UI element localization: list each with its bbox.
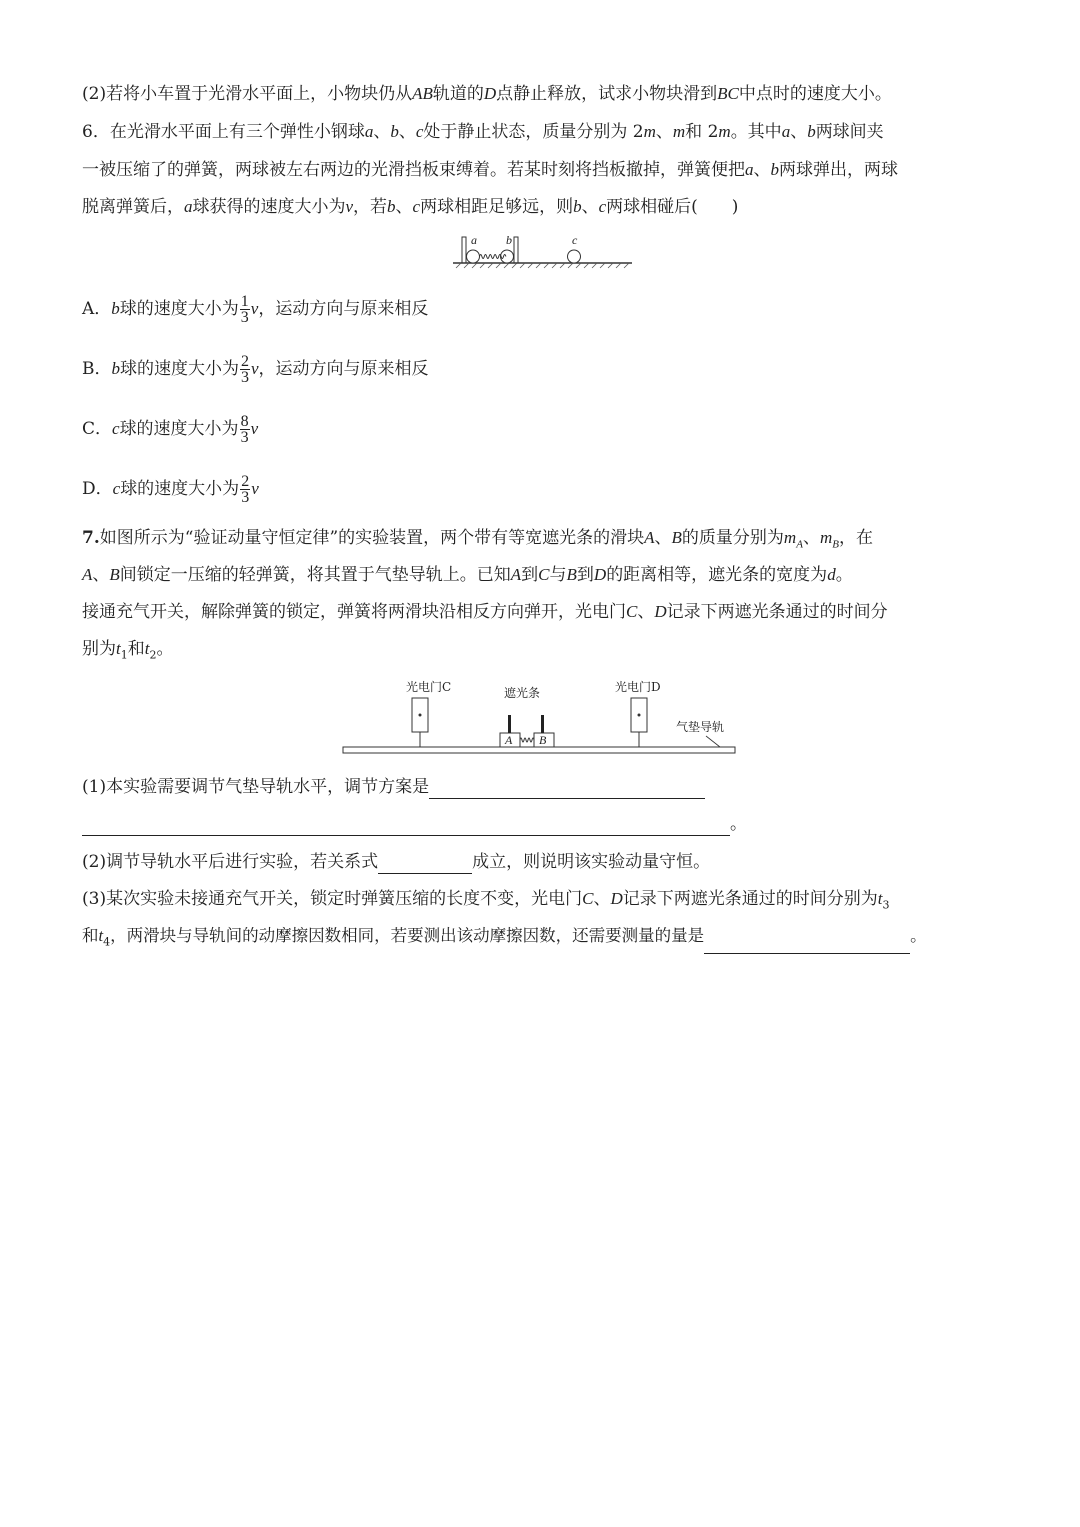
q6-text: 处于静止状态，质量分别为 2 xyxy=(423,122,644,142)
gate-d-label: 光电门D xyxy=(615,680,661,694)
option-fraction xyxy=(240,414,250,445)
q6-sep: 、 xyxy=(790,122,808,142)
q7-text: 与 xyxy=(549,565,567,585)
q5-var-ab: AB xyxy=(412,84,433,103)
q7-part1-line-1 xyxy=(82,775,705,799)
q7-part3-text: ，两滑块与导轨间的动摩擦因数相同，若要测出该动摩擦因数，还需要测量的量是 xyxy=(110,926,705,945)
q7-sub-2: 2 xyxy=(149,648,157,662)
q6-text: 两球相碰后( ) xyxy=(606,197,739,217)
q7-sep: 、 xyxy=(593,889,611,909)
q7-sep: 、 xyxy=(92,565,110,585)
q7-part3-line-2 xyxy=(82,924,927,954)
q6-var-b: b xyxy=(387,197,396,216)
q7-part1-answer-blank[interactable] xyxy=(429,780,705,799)
q6-var-m: m xyxy=(718,122,731,141)
q7-part1-text: (1)本实验需要调节气垫导轨水平，调节方案是 xyxy=(82,777,430,797)
q6-sep: 、 xyxy=(655,122,673,142)
q7-var-t: t xyxy=(98,926,104,945)
option-key: C． xyxy=(82,419,113,439)
q7-sep: 、 xyxy=(654,528,672,548)
option-var: v xyxy=(250,299,259,318)
block-a-label: A xyxy=(505,733,513,747)
q7-var-m: m xyxy=(783,528,797,547)
option-var: v xyxy=(251,479,259,498)
q5-var-bc: BC xyxy=(717,84,739,103)
q6-sep: 、 xyxy=(753,160,771,180)
q7-var-b: B xyxy=(109,565,120,584)
q7-var-a: A xyxy=(510,565,522,584)
q6-option-c xyxy=(82,412,258,446)
q7-var-b: B xyxy=(671,528,682,547)
option-ball: b xyxy=(111,359,120,378)
q7-text: 接通充气开关，解除弹簧的锁定，弹簧将两滑块沿相反方向弹开，光电门 xyxy=(82,602,626,622)
q6-text: ，若 xyxy=(353,197,388,217)
q6-var-a: a xyxy=(781,122,791,141)
q6-var-b: b xyxy=(390,122,399,141)
q7-var-d: D xyxy=(654,602,667,621)
q6-var-a: a xyxy=(184,197,193,216)
option-text: 球的速度大小为 xyxy=(119,419,239,439)
fraction-denominator: 3 xyxy=(241,369,249,386)
fraction-numerator: 8 xyxy=(240,413,249,430)
q7-sub-3: 3 xyxy=(882,898,890,912)
q7-sub-4: 4 xyxy=(103,935,111,949)
q7-text: 的距离相等，遮光条的宽度为 xyxy=(606,565,828,585)
q7-var-d: D xyxy=(610,889,623,908)
q7-var-a: A xyxy=(644,528,655,547)
q6-text: 6．在光滑水平面上有三个弹性小钢球 xyxy=(82,122,365,142)
q7-part3-text: (3)某次实验未接通充气开关，锁定时弹簧压缩的长度不变，光电门 xyxy=(82,889,583,909)
q7-line-1 xyxy=(82,526,873,556)
option-fraction xyxy=(240,474,250,505)
option-fraction xyxy=(240,294,250,325)
option-text: 球的速度大小为 xyxy=(119,299,239,319)
fraction-denominator: 3 xyxy=(240,309,249,326)
q6-sep: 、 xyxy=(398,122,416,142)
option-text: ，运动方向与原来相反 xyxy=(258,299,429,319)
q7-part3-end: 。 xyxy=(910,926,927,945)
q6-label-a: a xyxy=(471,233,477,247)
q7-text: 别为 xyxy=(82,639,116,659)
q5-text-2: 轨道的 xyxy=(432,84,484,104)
q7-var-b: B xyxy=(566,565,577,584)
q7-text: 如图所示为“验证动量守恒定律”的实验装置，两个带有等宽遮光条的滑块 xyxy=(99,528,645,548)
q6-var-c: c xyxy=(598,197,607,216)
q6-sep: 、 xyxy=(395,197,413,217)
q7-sub-b: B xyxy=(832,538,839,551)
q7-number: 7. xyxy=(82,528,100,548)
q7-var-a: A xyxy=(82,565,93,584)
q7-sep: 、 xyxy=(802,528,820,548)
q7-var-t: t xyxy=(144,639,150,658)
q7-part1-line-2 xyxy=(82,812,747,836)
gate-c-label: 光电门C xyxy=(406,680,452,694)
option-ball: c xyxy=(112,419,120,438)
fraction-denominator: 3 xyxy=(241,489,250,506)
q6-var-m: m xyxy=(672,122,686,141)
q5-var-d: D xyxy=(483,84,497,103)
q6-var-b: b xyxy=(807,122,816,141)
option-var: v xyxy=(251,359,259,378)
q7-text: ，在 xyxy=(838,528,873,548)
q7-part1-answer-blank-2[interactable] xyxy=(82,817,730,836)
q7-sub-1: 1 xyxy=(120,648,128,662)
q6-line-2 xyxy=(82,158,898,182)
option-ball: c xyxy=(112,479,121,498)
q7-part3-text: 和 xyxy=(82,926,99,945)
q7-text: 到 xyxy=(576,565,594,585)
q6-var-m: m xyxy=(643,122,656,141)
q6-line-1 xyxy=(82,120,884,144)
fraction-numerator: 2 xyxy=(241,473,250,490)
rail-label: 气垫导轨 xyxy=(676,720,725,734)
q7-part2-text: (2)调节导轨水平后进行实验，若关系式 xyxy=(82,852,379,872)
q7-var-m: m xyxy=(819,528,833,547)
option-text: 球的速度大小为 xyxy=(120,359,239,379)
fraction-numerator: 1 xyxy=(240,293,249,310)
q7-var-t: t xyxy=(116,639,121,658)
q6-line-3 xyxy=(82,195,738,219)
option-key: B． xyxy=(82,359,112,379)
q6-text: 。其中 xyxy=(730,122,782,142)
block-b-label: B xyxy=(539,733,547,747)
q6-text: 两球间夹 xyxy=(815,122,884,142)
q6-text: 和 2 xyxy=(685,122,719,142)
q7-var-width: d xyxy=(827,565,836,584)
q7-part2-line xyxy=(82,850,710,874)
fraction-denominator: 3 xyxy=(240,429,249,446)
q7-part1-end: 。 xyxy=(730,814,747,834)
q6-text: 两球弹出，两球 xyxy=(779,160,898,180)
shade-strip-label: 遮光条 xyxy=(504,686,541,700)
q7-var-d: D xyxy=(593,565,607,584)
q6-var-c: c xyxy=(412,197,421,216)
q5-text-3: 点静止释放，试求小物块滑到 xyxy=(496,84,718,104)
q6-text: 一被压缩了的弹簧，两球被左右两边的光滑挡板束缚着。若某时刻将挡板撤掉，弹簧便把 xyxy=(82,160,745,180)
option-var: v xyxy=(250,419,259,438)
q7-line-4 xyxy=(82,637,173,667)
q7-text: 记录下两遮光条通过的时间分 xyxy=(666,602,888,622)
q7-var-t: t xyxy=(877,889,883,908)
q6-var-a: a xyxy=(745,160,754,179)
q7-var-c: C xyxy=(582,889,594,908)
q6-option-b xyxy=(82,352,429,386)
q6-var-a: a xyxy=(364,122,374,141)
q7-part2-text: 成立，则说明该实验动量守恒。 xyxy=(472,852,711,872)
q6-text: 脱离弹簧后， xyxy=(82,197,184,217)
q7-text: 。 xyxy=(835,565,853,585)
q7-text: 的质量分别为 xyxy=(681,528,784,548)
option-key: D． xyxy=(82,479,113,499)
q6-text: 球获得的速度大小为 xyxy=(192,197,346,217)
q6-figure-drawing xyxy=(450,232,635,272)
q6-sep: 、 xyxy=(373,122,391,142)
q6-var-v: v xyxy=(345,197,354,216)
q6-figure xyxy=(450,232,635,272)
q6-label-c: c xyxy=(572,233,578,247)
option-text: ，运动方向与原来相反 xyxy=(258,359,429,379)
q7-part3-line-1 xyxy=(82,887,889,917)
q7-line-2 xyxy=(82,563,853,587)
q6-text: 两球相距足够远，则 xyxy=(420,197,574,217)
q6-option-a xyxy=(82,292,428,326)
q7-part3-answer-blank[interactable] xyxy=(704,935,910,954)
q7-text: 到 xyxy=(521,565,539,585)
option-key: A． xyxy=(82,299,112,319)
q6-sep: 、 xyxy=(581,197,599,217)
q7-sub-a: A xyxy=(796,538,803,551)
q7-text: 和 xyxy=(127,639,145,659)
q7-part3-text: 记录下两遮光条通过的时间分别为 xyxy=(622,889,878,909)
q7-figure xyxy=(340,676,740,756)
q7-line-3 xyxy=(82,600,888,624)
q7-sep: 、 xyxy=(637,602,655,622)
q6-var-b: b xyxy=(573,197,582,216)
fraction-numerator: 2 xyxy=(241,353,249,370)
q5-part2-line xyxy=(82,82,892,106)
q6-option-d xyxy=(82,472,259,506)
q6-label-b: b xyxy=(506,233,512,247)
option-ball: b xyxy=(111,299,120,318)
q5-text-4: 中点时的速度大小。 xyxy=(738,84,892,104)
q7-text: 间锁定一压缩的轻弹簧，将其置于气垫导轨上。已知 xyxy=(119,565,511,585)
q7-text: 。 xyxy=(156,639,174,659)
q6-var-c: c xyxy=(415,122,424,141)
q7-var-c: C xyxy=(626,602,638,621)
q6-var-b: b xyxy=(770,160,779,179)
q5-text-1: (2)若将小车置于光滑水平面上，小物块仍从 xyxy=(82,84,413,104)
option-text: 球的速度大小为 xyxy=(120,479,240,499)
q7-part2-answer-blank[interactable] xyxy=(378,855,472,874)
q7-var-c: C xyxy=(538,565,550,584)
option-fraction xyxy=(240,354,250,385)
